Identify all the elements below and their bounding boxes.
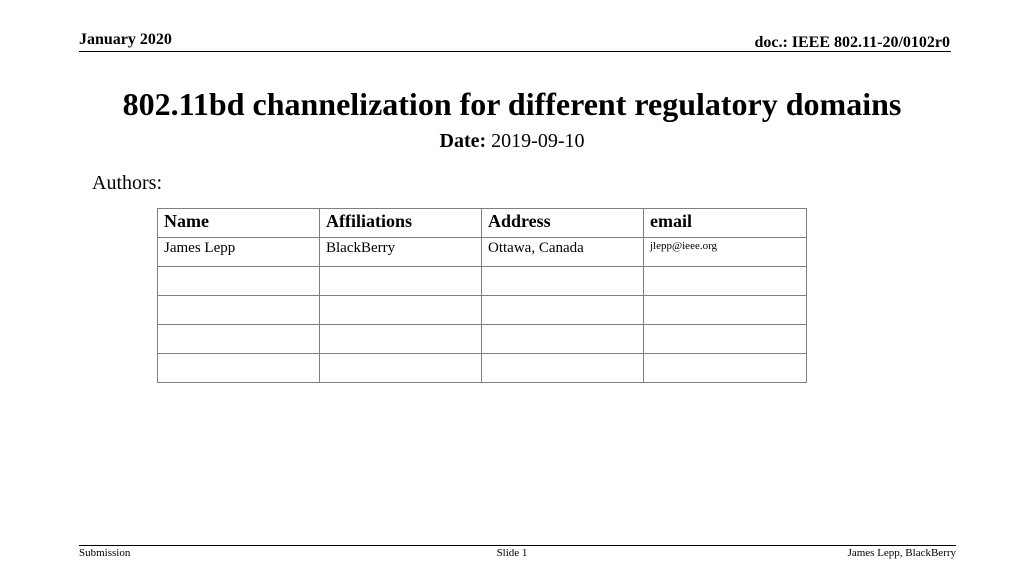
cell-address [482, 325, 644, 354]
slide-title: 802.11bd channelization for different regulatory domains [122, 86, 902, 122]
header-doc-id: doc.: IEEE 802.11-20/0102r0 [754, 34, 950, 51]
cell-name [158, 325, 320, 354]
footer-divider [79, 545, 956, 546]
header-divider [79, 51, 951, 52]
cell-affiliation [320, 325, 482, 354]
cell-address [482, 354, 644, 383]
authors-table [157, 208, 807, 383]
cell-affiliation [320, 296, 482, 325]
col-header-email: email [644, 209, 807, 238]
header-date: January 2020 [79, 31, 172, 48]
col-header-address: Address [482, 209, 644, 238]
cell-email [644, 296, 807, 325]
table-row [158, 325, 807, 354]
cell-email [644, 325, 807, 354]
date-label: Date: [439, 130, 487, 152]
cell-address [482, 296, 644, 325]
footer-submission: Submission [79, 547, 131, 559]
cell-name [158, 296, 320, 325]
date-value: 2019-09-10 [491, 130, 585, 152]
cell-email: jlepp@ieee.org [644, 238, 807, 267]
table-row [158, 354, 807, 383]
cell-affiliation [320, 267, 482, 296]
footer-slide-number: Slide 1 [496, 547, 528, 559]
table-row [158, 267, 807, 296]
cell-name [158, 354, 320, 383]
col-header-name: Name [158, 209, 320, 238]
authors-label: Authors: [92, 172, 162, 194]
table-row [158, 238, 807, 267]
cell-address [482, 267, 644, 296]
cell-affiliation: BlackBerry [320, 238, 482, 267]
cell-email [644, 267, 807, 296]
footer-author: James Lepp, BlackBerry [847, 547, 956, 559]
cell-address: Ottawa, Canada [482, 238, 644, 267]
cell-name: James Lepp [158, 238, 320, 267]
cell-email [644, 354, 807, 383]
table-row [158, 296, 807, 325]
date-line [0, 130, 1024, 153]
table-header-row [158, 209, 807, 238]
col-header-affiliations: Affiliations [320, 209, 482, 238]
cell-affiliation [320, 354, 482, 383]
cell-name [158, 267, 320, 296]
